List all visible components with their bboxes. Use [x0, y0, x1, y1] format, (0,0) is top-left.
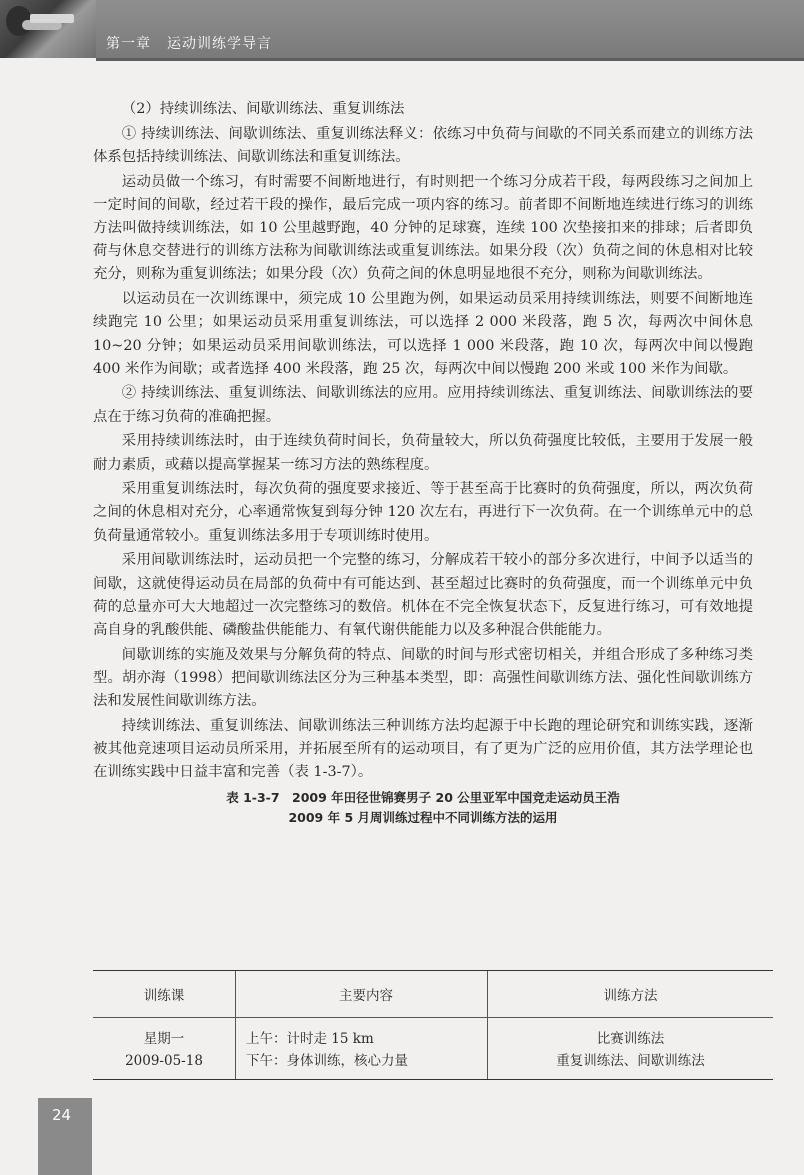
cell-method-am: 比赛训练法 [596, 1031, 665, 1047]
table-caption-line1: 表 1-3-7 2009 年田径世锦赛男子 20 公里亚军中国竞走运动员王浩 [226, 790, 620, 806]
section-heading: （2）持续训练法、间歇训练法、重复训练法 [121, 101, 405, 117]
page-number-tab [38, 1098, 92, 1175]
paragraph: ② 持续训练法、重复训练法、间歇训练法的应用。应用持续训练法、重复训练法、间歇训练法的要点在于练习负荷的准确把握。 [93, 385, 753, 425]
table-caption-line2: 2009 年 5 月周训练过程中不同训练方法的运用 [288, 810, 558, 826]
table-caption [93, 788, 753, 828]
cell-session [93, 1018, 236, 1080]
paragraph: 运动员做一个练习，有时需要不间断地进行，有时则把一个练习分成若干段，每两段练习之间加上一定时间的间歇，经过若干段的操作，最后完成一项内容的练习。前者即不间断地连续进行练习的训练方法叫做持续训练法，如 10 公里越野跑，40 分钟的足球赛，连续 100 次垫接扣来的排球；后者即负荷与休息交替进行的训练方法称为间歇训练法或重复训练法。如果分段（次）负荷之间的休息相对比较充分，则称为重复训练法；如果分段（次）负荷之间的休息明显地很不充分，则称为间歇训练法。 [93, 173, 753, 283]
cell-date: 2009-05-18 [125, 1053, 203, 1069]
paragraph: 间歇训练的实施及效果与分解负荷的特点、间歇的时间与形式密切相关，并组合形成了多种练习类型。胡亦海（1998）把间歇训练法区分为三种基本类型，即：高强性间歇训练方法、强化性间歇训练方法和发展性间歇训练方法。 [93, 646, 753, 710]
chapter-number: 第一章 [106, 36, 151, 52]
page-number: 24 [52, 1106, 72, 1124]
cell-content [236, 1018, 488, 1080]
chapter-title [106, 33, 272, 53]
cell-content-am: 上午：计时走 15 km [246, 1031, 374, 1047]
paragraph: 采用持续训练法时，由于连续负荷时间长，负荷量较大，所以负荷强度比较低，主要用于发展一般耐力素质，或藉以提高掌握某一练习方法的熟练程度。 [93, 433, 753, 473]
cell-day: 星期一 [143, 1031, 185, 1047]
paragraph: 持续训练法、重复训练法、间歇训练法三种训练方法均起源于中长跑的理论研究和训练实践，逐渐被其他竞速项目运动员所采用，并拓展至所有的运动项目，有了更为广泛的应用价值，其方法学理论也在训练实践中日益丰富和完善（表 1-3-7）。 [93, 717, 753, 781]
cell-method-pm: 重复训练法、间歇训练法 [556, 1053, 705, 1069]
page-header [0, 0, 804, 58]
body-text [93, 98, 753, 828]
pistol-icon [30, 14, 74, 23]
header-rule [96, 58, 804, 61]
cell-content-pm: 下午：身体训练，核心力量 [246, 1053, 408, 1069]
paragraph: 采用间歇训练法时，运动员把一个完整的练习，分解成若干较小的部分多次进行，中间予以适当的间歇，这就使得运动员在局部的负荷中有可能达到、甚至超过比赛时的负荷强度，而一个训练单元中负荷的总量亦可大大地超过一次完整练习的数倍。机体在不完全恢复状态下，反复进行练习，可有效地提高自身的乳酸供能、磷酸盐供能能力、有氧代谢供能能力以及多种混合供能能力。 [93, 552, 753, 638]
paragraph: 以运动员在一次训练课中，须完成 10 公里跑为例，如果运动员采用持续训练法，则要不间断地连续跑完 10 公里；如果运动员采用重复训练法，可以选择 2 000 米段落，跑 5 次，每两次中间休息 10~20 分钟；如果运动员采用间歇训练法，可以选择 1 000 米段落，跑 10 次，每两次中间以慢跑 400 米作为间歇；或者选择 400 米段落，跑 25 次，每两次中间以慢跑 200 米或 100 米作为间歇。 [93, 291, 753, 377]
table-header-row [93, 971, 773, 1018]
header-method: 训练方法 [488, 971, 774, 1018]
chapter-name: 运动训练学导言 [167, 36, 272, 52]
paragraph: 采用重复训练法时，每次负荷的强度要求接近、等于甚至高于比赛时的负荷强度，所以，两次负荷之间的休息相对充分，心率通常恢复到每分钟 120 次左右，再进行下一次负荷。在一个训练单元中的总负荷量通常较小。重复训练法多用于专项训练时使用。 [93, 481, 753, 544]
table-row [93, 1018, 773, 1080]
paragraph: ① 持续训练法、间歇训练法、重复训练法释义：依练习中负荷与间歇的不同关系而建立的训练方法体系包括持续训练法、间歇训练法和重复训练法。 [93, 125, 753, 165]
training-table [93, 970, 773, 1080]
cell-method [488, 1018, 774, 1080]
header-content: 主要内容 [236, 971, 488, 1018]
header-session: 训练课 [93, 971, 236, 1018]
shooter-photo [0, 0, 96, 58]
